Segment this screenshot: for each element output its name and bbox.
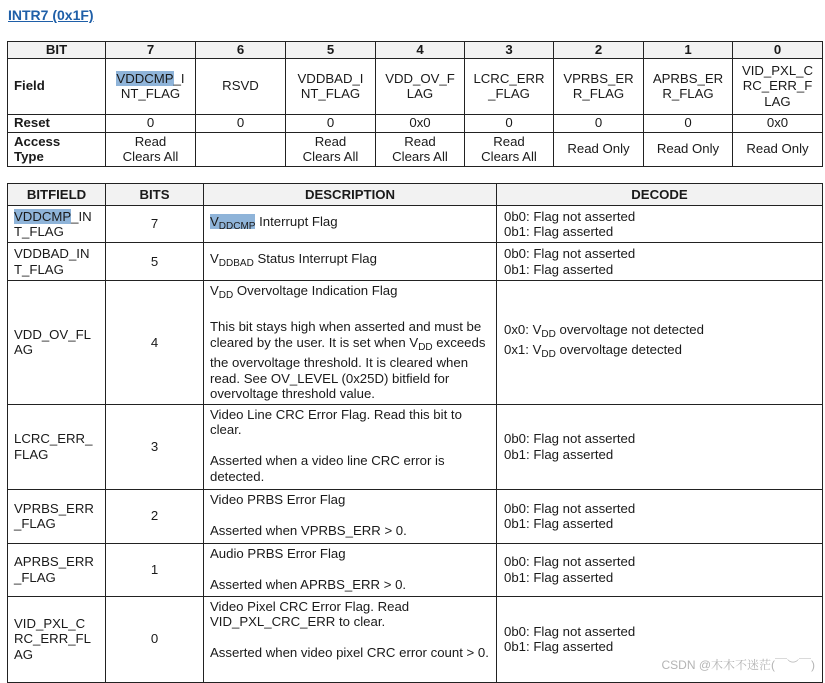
decode-cell — [497, 281, 823, 405]
description-cell: $V_{DDBAD}$ Status Interrupt Flag — [204, 243, 497, 281]
access-cell: Read Only — [644, 132, 733, 166]
bitfield-name-vddcmp-highlight: VDDCMP — [14, 208, 72, 224]
bit-header-cell: BIT — [8, 42, 106, 59]
bit-header-row — [8, 42, 823, 59]
description-cell — [204, 489, 497, 543]
decode-line: 0b1: Flag asserted — [504, 446, 614, 462]
access-cell: Read Clears All — [286, 132, 376, 166]
field-cell-1: APRBS_ER R_FLAG — [644, 58, 733, 114]
description-text: Video Line CRC Error Flag. Read this bit to clear. — [210, 406, 462, 437]
bit-header-cell: 2 — [554, 42, 644, 59]
description-text: Asserted when video pixel CRC error count > 0. — [210, 645, 489, 660]
register-title[interactable]: INTR7 (0x1F) — [8, 7, 94, 23]
reset-cell: 0 — [465, 114, 554, 132]
field-name: RSVD — [222, 78, 259, 94]
access-row-label: Access Type — [8, 132, 106, 166]
bitfield-name: VDDBAD_IN T_FLAG — [8, 243, 106, 281]
field-row — [8, 58, 823, 114]
access-cell: Read Clears All — [106, 132, 196, 166]
register-table — [7, 41, 823, 167]
bitfield-name: APRBS_ERR _FLAG — [8, 543, 106, 596]
description-cell — [204, 404, 497, 489]
decode-line: 0b0: Flag not asserted — [504, 500, 636, 516]
bit-header-cell: 6 — [196, 42, 286, 59]
bits-value: 2 — [106, 489, 204, 543]
bits-value: 5 — [106, 243, 204, 281]
table-row — [8, 243, 823, 281]
bits-value: 1 — [106, 543, 204, 596]
bitfield-table — [7, 183, 823, 683]
bit-header-cell: 4 — [376, 42, 465, 59]
decode-line: 0b1: Flag asserted — [504, 224, 614, 239]
decode-line: 0b1: Flag asserted — [504, 639, 614, 654]
vddcmp-symbol-highlight: $V_{DDCMP}$ — [210, 213, 256, 232]
reset-cell: 0 — [106, 114, 196, 132]
access-cell: Read Only — [733, 132, 823, 166]
reset-cell: 0x0 — [376, 114, 465, 132]
decode-line: 0b1: Flag asserted — [504, 516, 614, 531]
description-cell: $V_{DDCMP}$ Interrupt Flag — [204, 206, 497, 243]
decode-cell — [497, 489, 823, 543]
decode-line: 0b0: Flag not asserted — [504, 208, 636, 224]
decode-line: 0b0: Flag not asserted — [504, 554, 636, 569]
bits-value: 0 — [106, 596, 204, 682]
bits-value: 4 — [106, 281, 204, 405]
decode-line: 0b0: Flag not asserted — [504, 246, 636, 261]
field-cell-5: VDDBAD_I NT_FLAG — [286, 58, 376, 114]
decode-line: 0b1: Flag asserted — [504, 261, 614, 277]
description-text: Video Pixel CRC Error Flag. Read VID_PXL_CRC_ERR to clear. — [210, 598, 410, 629]
field-cell-3: LCRC_ERR _FLAG — [465, 58, 554, 114]
description-cell — [204, 543, 497, 596]
field-cell-4: VDD_OV_F LAG — [376, 58, 465, 114]
bits-value: 3 — [106, 404, 204, 489]
access-cell: Read Clears All — [376, 132, 465, 166]
bits-header: BITS — [106, 184, 204, 206]
access-cell: Read Clears All — [465, 132, 554, 166]
reset-row — [8, 114, 823, 132]
bitfield-name: LCRC_ERR_ FLAG — [8, 404, 106, 489]
csdn-watermark: CSDN @木木不迷茫(￣︶￣) — [661, 658, 815, 672]
decode-line: 0b1: Flag asserted — [504, 569, 614, 585]
description-title: $V_{DD}$ Overvoltage Indication Flag — [210, 283, 398, 301]
description-text: Audio PRBS Error Flag — [210, 545, 346, 561]
decode-cell — [497, 404, 823, 489]
access-cell: Read Only — [554, 132, 644, 166]
bit-header-cell: 1 — [644, 42, 733, 59]
reset-cell: 0x0 — [733, 114, 823, 132]
description-text: Asserted when APRBS_ERR > 0. — [210, 576, 407, 592]
reset-row-label: Reset — [8, 114, 106, 132]
bitfield-header: BITFIELD — [8, 184, 106, 206]
decode-line: 0x1: $V_{DD}$ overvoltage detected — [504, 342, 682, 361]
description-header: DESCRIPTION — [204, 184, 497, 206]
decode-cell — [497, 243, 823, 281]
bitfield-name: VDDCMP_IN T_FLAG — [8, 206, 106, 243]
decode-line: 0b0: Flag not asserted — [504, 431, 636, 446]
bit-header-cell: 7 — [106, 42, 196, 59]
description-cell — [204, 596, 497, 682]
bitfield-name: VDD_OV_FL AG — [8, 281, 106, 405]
field-cell-2: VPRBS_ER R_FLAG — [554, 58, 644, 114]
bitfield-header-row — [8, 184, 823, 206]
description-cell — [204, 281, 497, 405]
reset-cell: 0 — [286, 114, 376, 132]
bit-header-cell: 0 — [733, 42, 823, 59]
reset-cell: 0 — [196, 114, 286, 132]
reset-cell: 0 — [644, 114, 733, 132]
table-row — [8, 543, 823, 596]
decode-line: 0b0: Flag not asserted — [504, 623, 636, 639]
field-cell-0: VID_PXL_C RC_ERR_F LAG — [733, 58, 823, 114]
decode-cell — [497, 543, 823, 596]
table-row — [8, 489, 823, 543]
field-row-label: Field — [8, 58, 106, 114]
description-text: Asserted when a video line CRC error is detected. — [210, 453, 445, 484]
bitfield-name: VID_PXL_C RC_ERR_FL AG — [8, 596, 106, 682]
access-cell — [196, 132, 286, 166]
table-row — [8, 404, 823, 489]
table-row — [8, 206, 823, 243]
reset-cell: 0 — [554, 114, 644, 132]
bit-header-cell: 5 — [286, 42, 376, 59]
table-row — [8, 281, 823, 405]
field-cell-6 — [196, 58, 286, 114]
description-text: Video PRBS Error Flag — [210, 491, 346, 507]
decode-header: DECODE — [497, 184, 823, 206]
access-type-row — [8, 132, 823, 166]
decode-cell — [497, 206, 823, 243]
bitfield-name: VPRBS_ERR _FLAG — [8, 489, 106, 543]
field-name-vddcmp-highlight: VDDCMP — [116, 70, 174, 86]
field-cell-7: VDDCMP_I NT_FLAG — [106, 58, 196, 114]
decode-line: 0x0: $V_{DD}$ overvoltage not detected — [504, 321, 704, 340]
description-text: This bit stays high when asserted and must be cleared by the user. It is set when $V_{DD}$ exceeds the overvoltage threshold. It is cleared when read. See OV_LEVEL (0x25D) bitfield for overvoltage threshold value. — [210, 319, 486, 401]
bits-value: 7 — [106, 206, 204, 243]
description-text: Asserted when VPRBS_ERR > 0. — [210, 522, 407, 538]
bit-header-cell: 3 — [465, 42, 554, 59]
